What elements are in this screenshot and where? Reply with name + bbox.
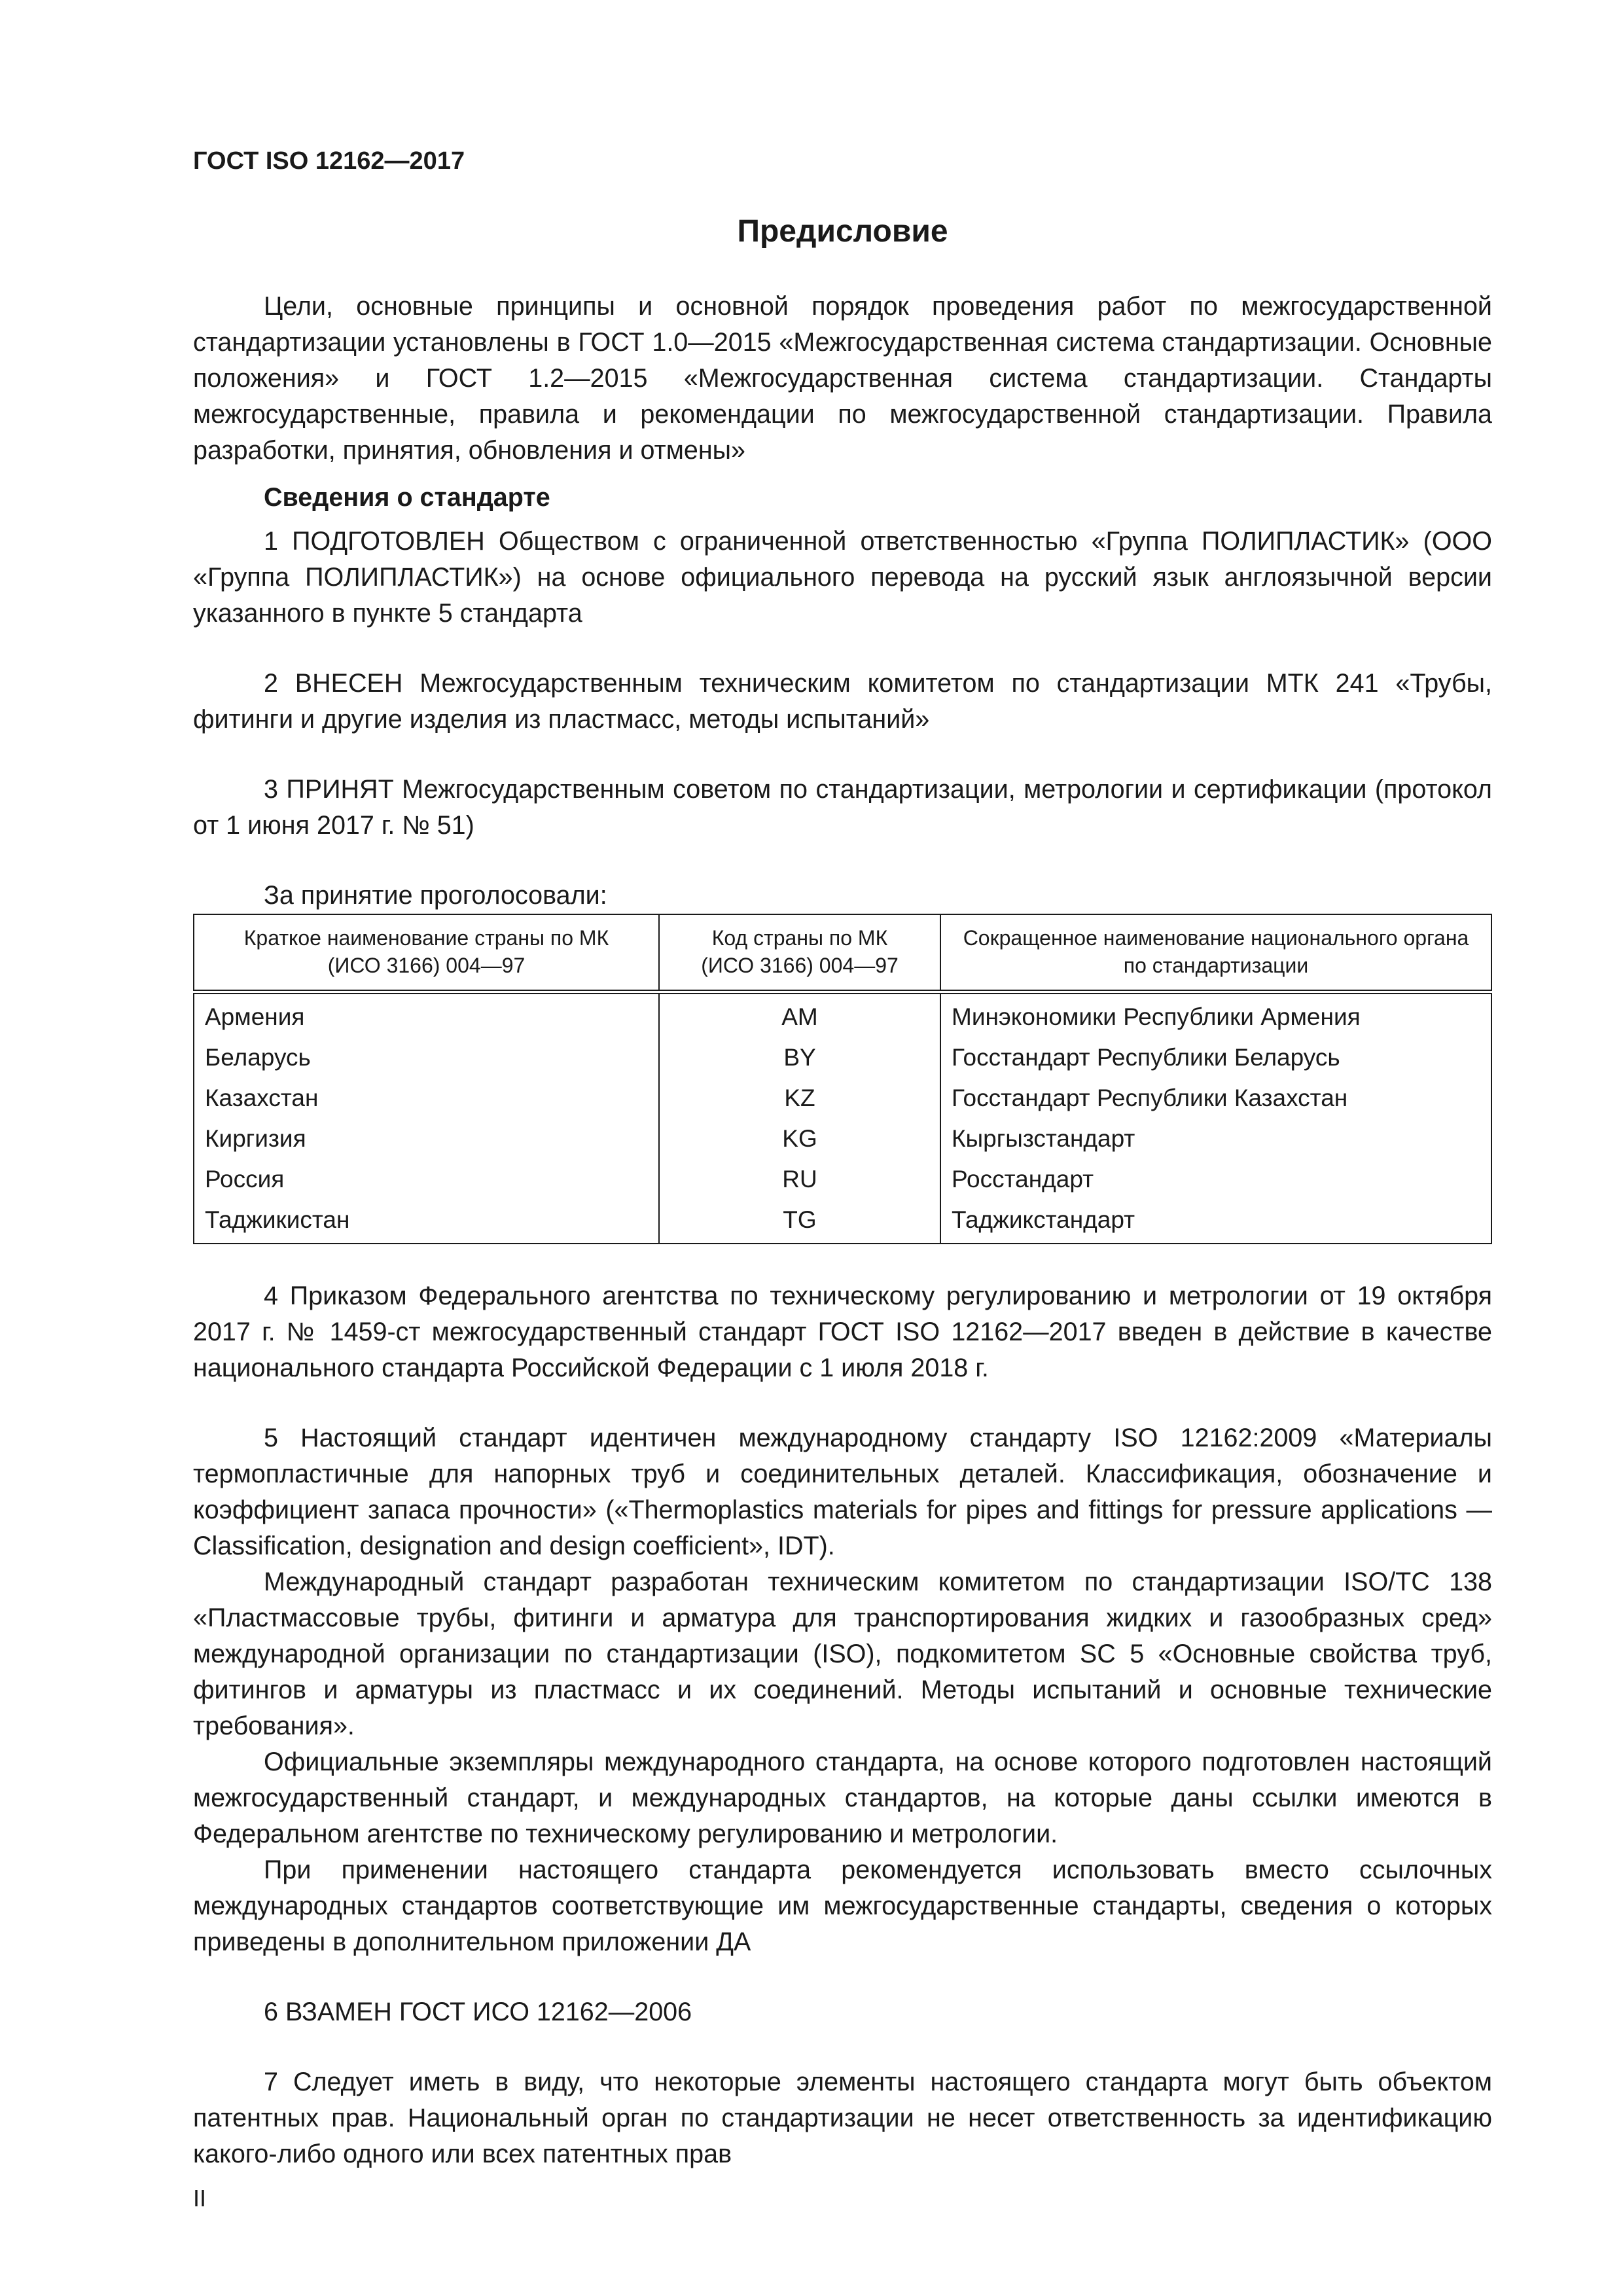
country-code: KG [659,1119,940,1159]
item-7-paragraph: 7 Следует иметь в виду, что некоторые элементы настоящего стандарта могут быть объектом патентных прав. Национальный орган по стандартизации не несет ответственность за идентификацию какого-либо одного или всех патентных прав [193,2068,1492,2168]
item-4-paragraph: 4 Приказом Федерального агентства по техническому регулированию и метрологии от 19 октября 2017 г. № 1459-ст межгосударственный стандарт ГОСТ ISO 12162—2017 введен в действие в качестве национального стандарта Российской Федерации с 1 июля 2018 г. [193,1282,1492,1382]
item-5-paragraph: 5 Настоящий стандарт идентичен международному стандарту ISO 12162:2009 «Материалы термопластичные для напорных труб и соединительных деталей. Классификация, обозначение и коэффициент запаса прочности» («Thermoplastics materials for pipes and fittings for pressure applications — Classification, designation and design coefficient», IDT). [193,1424,1492,1560]
table-row [194,1200,1491,1244]
document-page [193,144,1492,2172]
table-row [194,1119,1491,1159]
item-3-paragraph: 3 ПРИНЯТ Межгосударственным советом по стандартизации, метрологии и сертификации (протокол от 1 июня 2017 г. № 51) [193,775,1492,840]
header-country-name: Краткое наименование страны по МК (ИСО 3166) 004—97 [194,914,659,992]
vote-intro: За принятие проголосовали: [264,881,607,910]
vote-table [193,914,1492,1244]
table-row [194,1078,1491,1119]
item-1-paragraph: 1 ПОДГОТОВЛЕН Обществом с ограниченной ответственностью «Группа ПОЛИПЛАСТИК» (ООО «Группа ПОЛИПЛАСТИК») на основе официального перевода на русский язык англоязычной версии указанного в пункте 5 стандарта [193,527,1492,628]
national-body: Госстандарт Республики Казахстан [940,1078,1491,1119]
country-code: RU [659,1159,940,1200]
country-code: TG [659,1200,940,1244]
table-row [194,1037,1491,1078]
header-country-code: Код страны по МК (ИСО 3166) 004—97 [659,914,940,992]
country-name: Армения [194,992,659,1038]
table-row [194,1159,1491,1200]
country-code: AM [659,992,940,1038]
national-body: Росстандарт [940,1159,1491,1200]
section-subheading: Сведения о стандарте [264,483,550,512]
item-2-paragraph: 2 ВНЕСЕН Межгосударственным техническим комитетом по стандартизации МТК 241 «Трубы, фитинги и другие изделия из пластмасс, методы испытаний» [193,669,1492,734]
page-number: II [193,2185,207,2212]
national-body: Таджикстандарт [940,1200,1491,1244]
national-body: Госстандарт Республики Беларусь [940,1037,1491,1078]
running-header: ГОСТ ISO 12162—2017 [193,147,465,175]
country-code: BY [659,1037,940,1078]
intro-paragraph: Цели, основные принципы и основной порядок проведения работ по межгосударственной стандартизации установлены в ГОСТ 1.0—2015 «Межгосударственная система стандартизации. Основные положения» и ГОСТ 1.2—2015 «Межгосударственная система стандартизации. Стандарты межгосударственные, правила и рекомендации по межгосударственной стандартизации. Правила разработки, принятия, обновления и отмены» [193,292,1492,465]
item-5-copies-paragraph: Официальные экземпляры международного стандарта, на основе которого подготовлен настоящий межгосударственный стандарт, и международных стандартов, на которые даны ссылки имеются в Федеральном агентстве по техническому регулированию и метрологии. [193,1748,1492,1848]
country-name: Киргизия [194,1119,659,1159]
country-name: Россия [194,1159,659,1200]
item-5-application-paragraph: При применении настоящего стандарта рекомендуется использовать вместо ссылочных международных стандартов соответствующие им межгосударственные стандарты, сведения о которых приведены в дополнительном приложении ДА [193,1856,1492,1956]
national-body: Кыргызстандарт [940,1119,1491,1159]
national-body: Минэкономики Республики Армения [940,992,1491,1038]
country-name: Беларусь [194,1037,659,1078]
page-title: Предисловие [737,214,948,249]
item-6-paragraph: 6 ВЗАМЕН ГОСТ ИСО 12162—2006 [264,1998,692,2026]
country-code: KZ [659,1078,940,1119]
country-name: Казахстан [194,1078,659,1119]
table-header-row [194,914,1491,992]
country-name: Таджикистан [194,1200,659,1244]
header-national-body: Сокращенное наименование национального органа по стандартизации [940,914,1491,992]
table-row [194,992,1491,1038]
item-5-tc-paragraph: Международный стандарт разработан техническим комитетом по стандартизации ISO/TC 138 «Пластмассовые трубы, фитинги и арматура для транспортирования жидких и газообразных сред» международной организации по стандартизации (ISO), подкомитетом SC 5 «Основные свойства труб, фитингов и арматуры из пластмасс и их соединений. Методы испытаний и основные технические требования». [193,1568,1492,1740]
